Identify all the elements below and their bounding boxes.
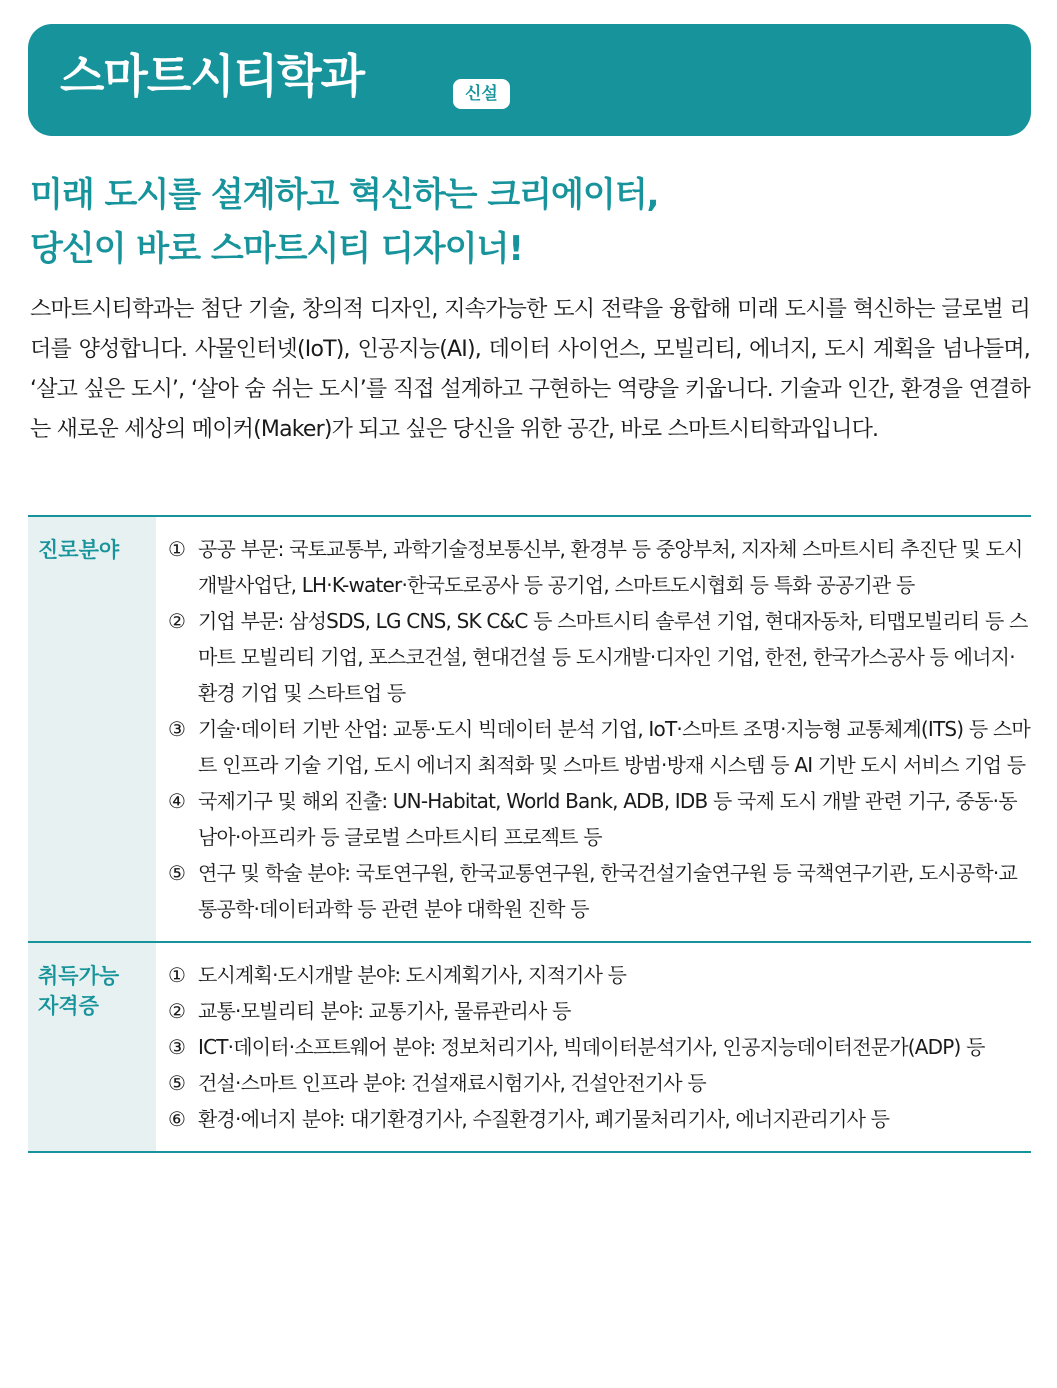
certificates-label-line-1: 취득가능 xyxy=(38,964,120,988)
item-text: ICT·데이터·소프트웨어 분야: 정보처리기사, 빅데이터분석기사, 인공지능데이터전문가(ADP) 등 xyxy=(198,1035,985,1059)
list-item xyxy=(168,783,1031,855)
list-item xyxy=(168,1029,1031,1065)
list-item xyxy=(168,531,1031,603)
department-title: 스마트시티학과 xyxy=(60,49,365,103)
item-number: ⑤ xyxy=(168,861,186,885)
headline-line-2: 당신이 바로 스마트시티 디자이너! xyxy=(30,229,523,269)
item-text: 건설·스마트 인프라 분야: 건설재료시험기사, 건설안전기사 등 xyxy=(198,1071,706,1095)
item-number: ① xyxy=(168,537,186,561)
item-number: ② xyxy=(168,609,186,633)
item-number: ⑥ xyxy=(168,1107,186,1131)
certificates-label xyxy=(28,943,156,1151)
headline xyxy=(30,168,1030,276)
item-number: ⑤ xyxy=(168,1071,186,1095)
item-text: 기업 부문: 삼성SDS, LG CNS, SK C&C 등 스마트시티 솔루션 기업, 현대자동차, 티맵모빌리티 등 스마트 모빌리티 기업, 포스코건설, 현대건설 등 도시개발·디자인 기업, 한전, 한국가스공사 등 에너지·환경 기업 및 스타트업 등 xyxy=(198,609,1028,705)
headline-line-1: 미래 도시를 설계하고 혁신하는 크리에이터, xyxy=(30,175,659,215)
item-number: ④ xyxy=(168,789,186,813)
item-text: 공공 부문: 국토교통부, 과학기술정보통신부, 환경부 등 중앙부처, 지자체 스마트시티 추진단 및 도시개발사업단, LH·K-water·한국도로공사 등 공기업, 스마트도시협회 등 특화 공공기관 등 xyxy=(198,537,1023,597)
new-badge: 신설 xyxy=(453,79,510,109)
list-item xyxy=(168,855,1031,927)
item-number: ① xyxy=(168,963,186,987)
list-item xyxy=(168,993,1031,1029)
list-item xyxy=(168,1065,1031,1101)
item-text: 환경·에너지 분야: 대기환경기사, 수질환경기사, 폐기물처리기사, 에너지관리기사 등 xyxy=(198,1107,890,1131)
item-number: ② xyxy=(168,999,186,1023)
certificates-row xyxy=(28,943,1031,1153)
list-item xyxy=(168,957,1031,993)
intro-paragraph: 스마트시티학과는 첨단 기술, 창의적 디자인, 지속가능한 도시 전략을 융합해 미래 도시를 혁신하는 글로벌 리더를 양성합니다. 사물인터넷(IoT), 인공지능(AI), 데이터 사이언스, 모빌리티, 에너지, 도시 계획을 넘나들며, ‘살고 싶은 도시’, ‘살아 숨 쉬는 도시’를 직접 설계하고 구현하는 역량을 키웁니다. 기술과 인간, 환경을 연결하는 새로운 세상의 메이커(Maker)가 되고 싶은 당신을 위한 공간, 바로 스마트시티학과입니다. xyxy=(30,297,1030,442)
item-number: ③ xyxy=(168,1035,186,1059)
careers-label-text: 진로분야 xyxy=(38,538,120,562)
certificates-list xyxy=(156,943,1031,1151)
list-item xyxy=(168,1101,1031,1137)
careers-list xyxy=(156,517,1031,941)
item-text: 도시계획·도시개발 분야: 도시계획기사, 지적기사 등 xyxy=(198,963,627,987)
info-table xyxy=(28,515,1031,1153)
item-text: 연구 및 학술 분야: 국토연구원, 한국교통연구원, 한국건설기술연구원 등 국책연구기관, 도시공학·교통공학·데이터과학 등 관련 분야 대학원 진학 등 xyxy=(198,861,1017,921)
careers-label xyxy=(28,517,156,941)
list-item xyxy=(168,711,1031,783)
item-text: 기술·데이터 기반 산업: 교통·도시 빅데이터 분석 기업, IoT·스마트 조명·지능형 교통체계(ITS) 등 스마트 인프라 기술 기업, 도시 에너지 최적화 및 스마트 방범·방재 시스템 등 AI 기반 도시 서비스 기업 등 xyxy=(198,717,1030,777)
list-item xyxy=(168,603,1031,711)
careers-row xyxy=(28,517,1031,943)
item-number: ③ xyxy=(168,717,186,741)
item-text: 교통·모빌리티 분야: 교통기사, 물류관리사 등 xyxy=(198,999,571,1023)
item-text: 국제기구 및 해외 진출: UN-Habitat, World Bank, ADB, IDB 등 국제 도시 개발 관련 기구, 중동·동남아·아프리카 등 글로벌 스마트시티 프로젝트 등 xyxy=(198,789,1017,849)
certificates-label-line-2: 자격증 xyxy=(38,994,99,1018)
